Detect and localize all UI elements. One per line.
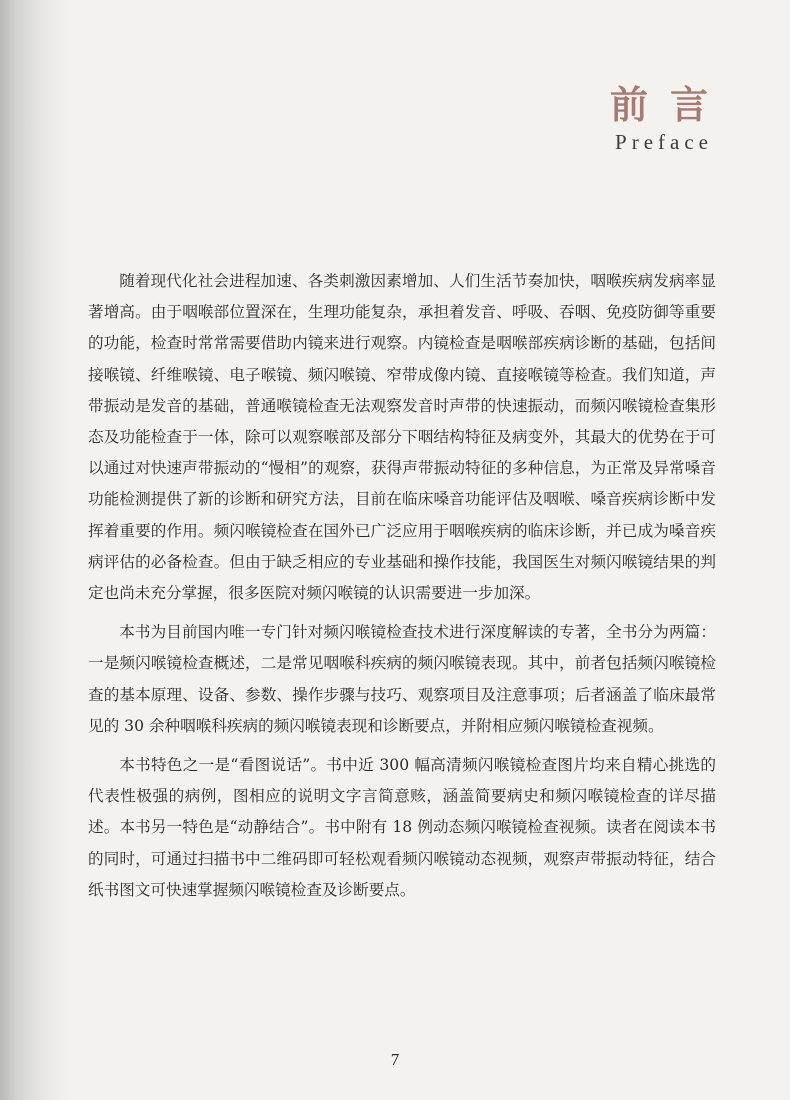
paragraph-3: 本书特色之一是“看图说话”。书中近 300 幅高清频闪喉镜检查图片均来自精心挑选的代表性极强的病例，图相应的说明文字言简意赅，涵盖简要病史和频闪喉镜检查的详尽描述。本书另一特色是“动静结合”。书中附有 18 例动态频闪喉镜检查视频。读者在阅读本书的同时，可通过扫描书中二维码即可轻松观看频闪喉镜动态视频，观察声带振动特征，结合纸书图文可快速掌握频闪喉镜检查及诊断要点。 (88, 756, 716, 899)
paragraph-1: 随着现代化社会进程加速、各类刺激因素增加、人们生活节奏加快，咽喉疾病发病率显著增高。由于咽喉部位置深在，生理功能复杂，承担着发音、呼吸、吞咽、免疫防御等重要的功能，检查时常常需要借助内镜来进行观察。内镜检查是咽喉部疾病诊断的基础，包括间接喉镜、纤维喉镜、电子喉镜、频闪喉镜、窄带成像内镜、直接喉镜等检查。我们知道，声带振动是发音的基础，普通喉镜检查无法观察发音时声带的快速振动，而频闪喉镜检查集形态及功能检查于一体，除可以观察喉部及部分下咽结构特征及病变外，其最大的优势在于可以通过对快速声带振动的“慢相”的观察，获得声带振动特征的多种信息，为正常及异常嗓音功能检测提供了新的诊断和研究方法，目前在临床嗓音功能评估及咽喉、嗓音疾病诊断中发挥着重要的作用。频闪喉镜检查在国外已广泛应用于咽喉疾病的临床诊断，并已成为嗓音疾病评估的必备检查。但由于缺乏相应的专业基础和操作技能，我国医生对频闪喉镜结果的判定也尚未充分掌握，很多医院对频闪喉镜的认识需要进一步加深。 (88, 272, 716, 603)
body-text (88, 266, 716, 914)
paragraph-2: 本书为目前国内唯一专门针对频闪喉镜检查技术进行深度解读的专著，全书分为两篇：一是频闪喉镜检查概述，二是常见咽喉科疾病的频闪喉镜表现。其中，前者包括频闪喉镜检查的基本原理、设备、参数、操作步骤与技巧、观察项目及注意事项；后者涵盖了临床最常见的 30 余种咽喉科疾病的频闪喉镜表现和诊断要点，并附相应频闪喉镜检查视频。 (88, 623, 716, 735)
page-subtitle: Preface (615, 130, 713, 154)
title-block (609, 82, 730, 155)
page-number: 7 (390, 1050, 400, 1069)
page-title: 前言 (609, 82, 730, 127)
binding-shadow (0, 0, 70, 1100)
